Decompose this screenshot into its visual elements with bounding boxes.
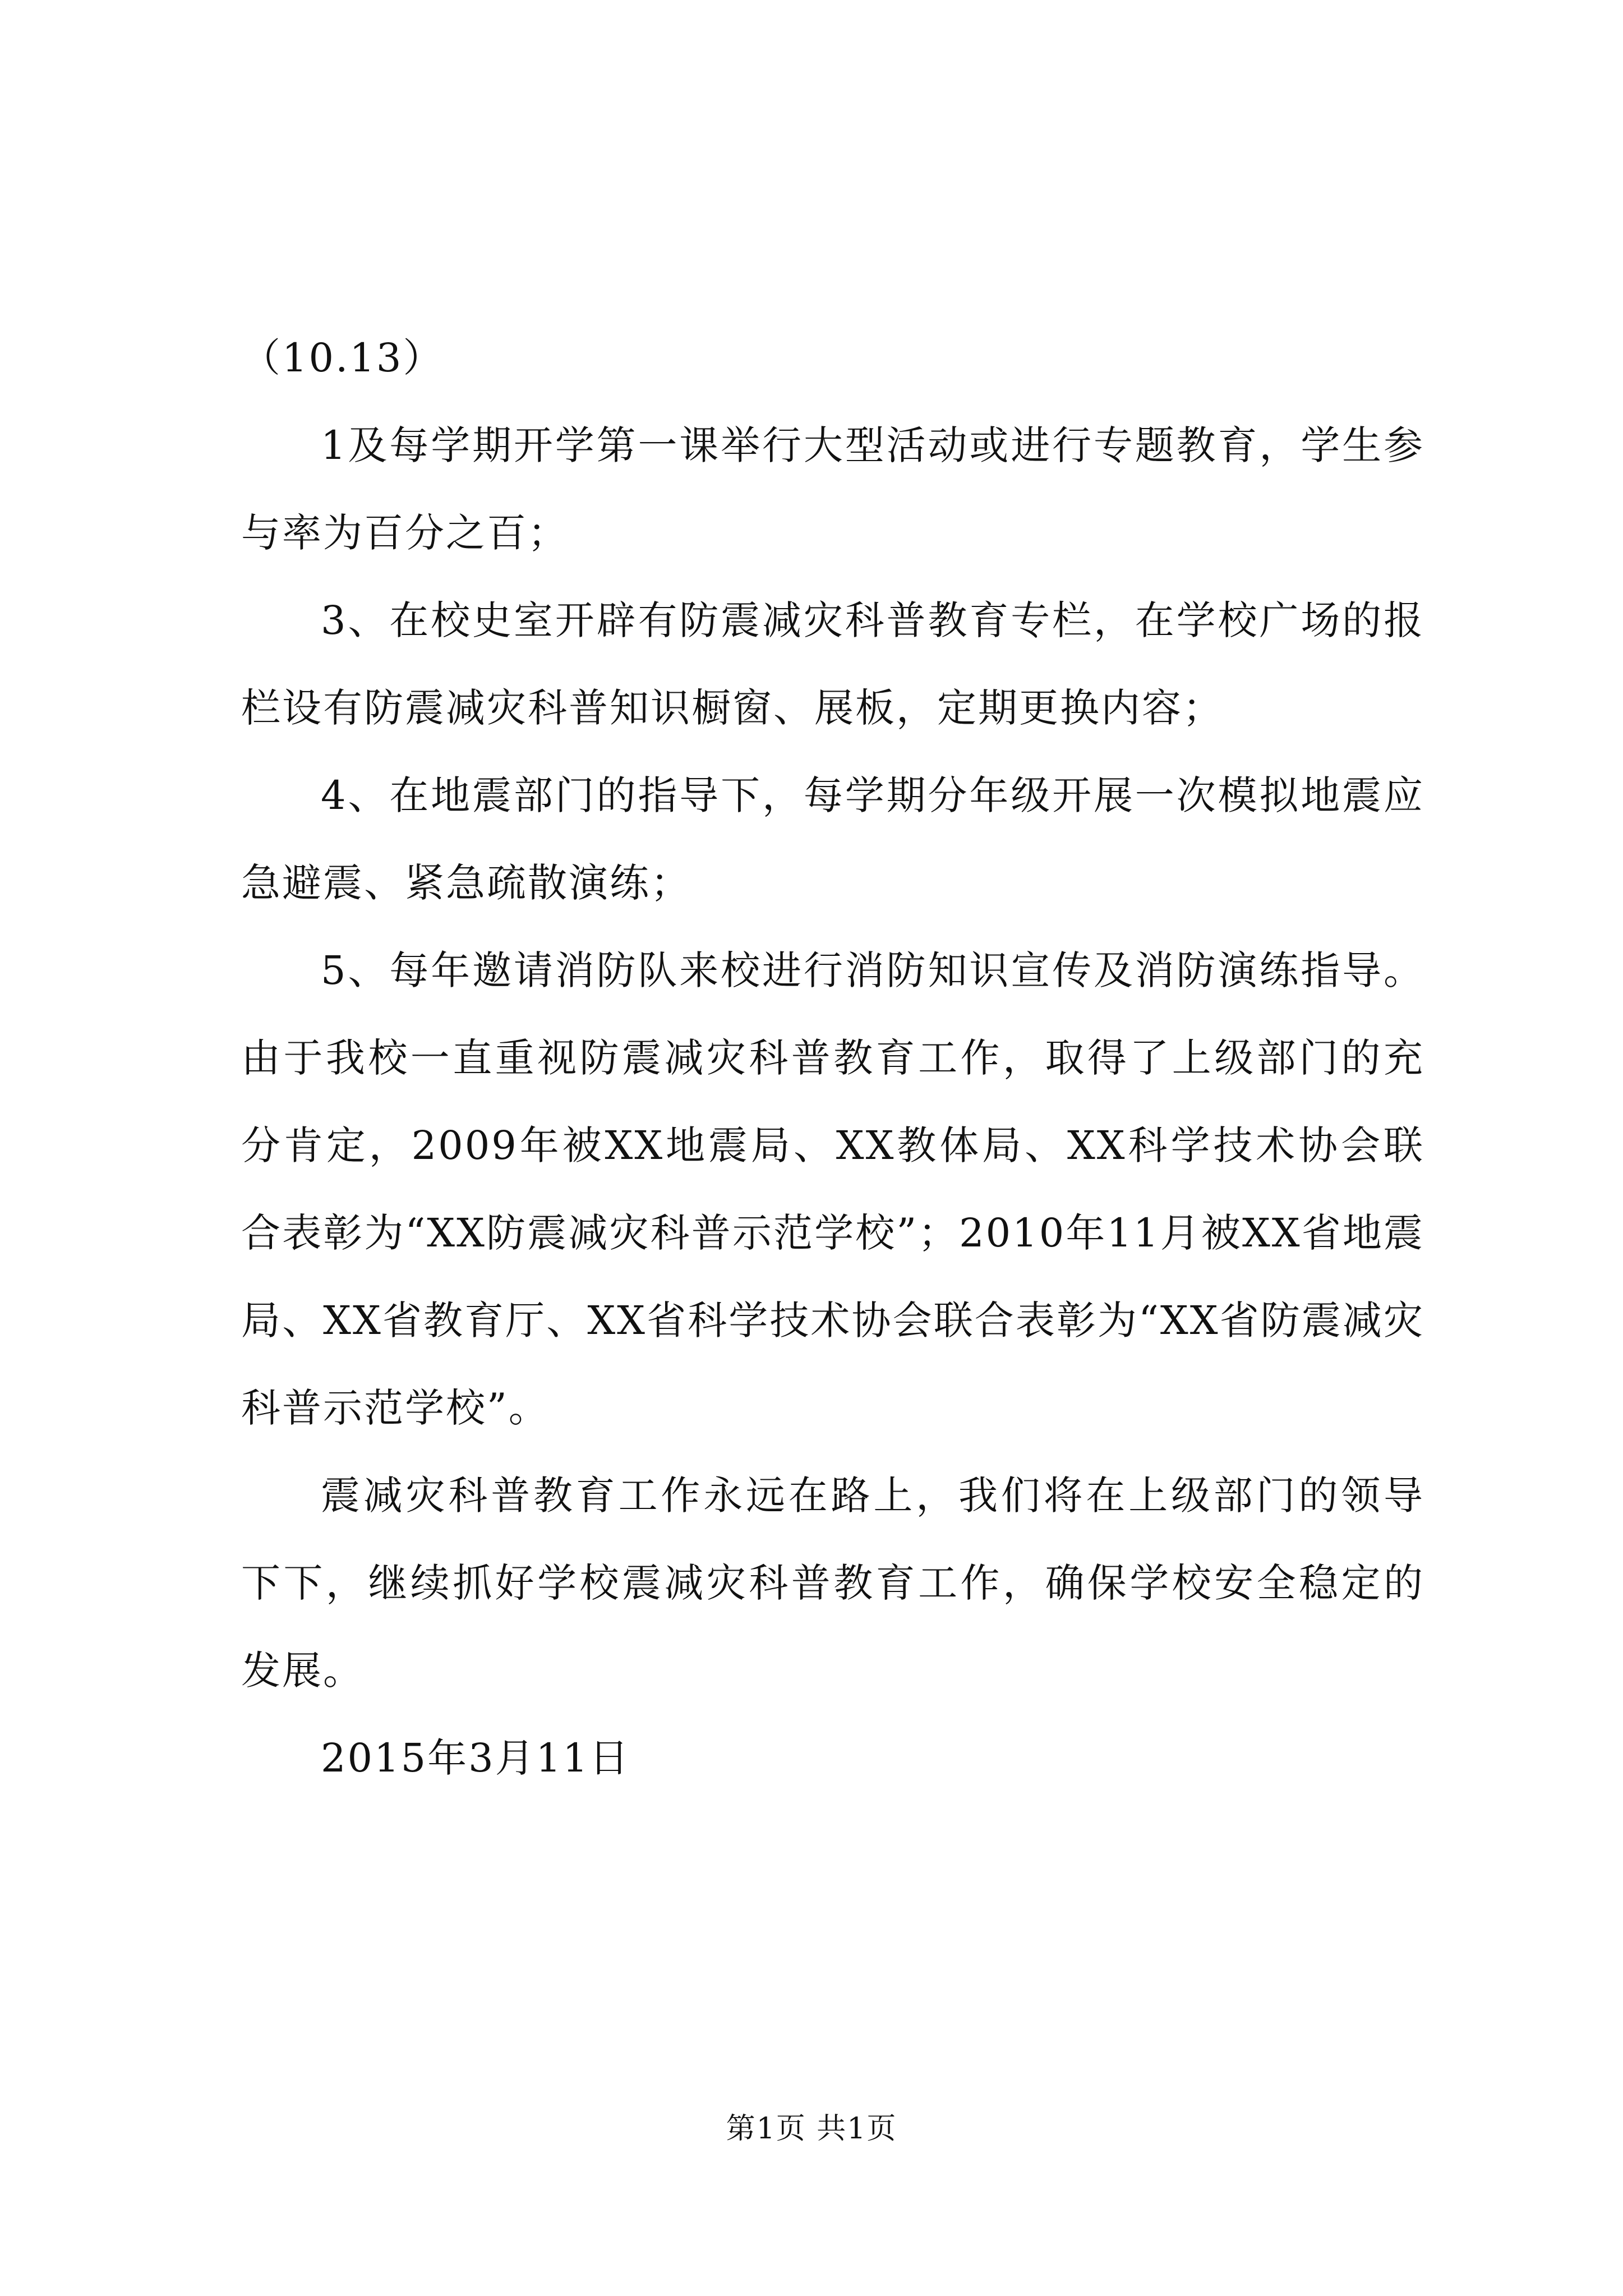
- page-number-label: 第1页 共1页: [726, 2112, 897, 2146]
- page-footer: [0, 2109, 1623, 2148]
- paragraph-item-1: 1及每学期开学第一课举行大型活动或进行专题教育，学生参与率为百分之百；: [241, 422, 1424, 556]
- paragraph-item-3: 3、在校史室开辟有防震减灾科普教育专栏，在学校广场的报栏设有防震减灾科普知识橱窗、展板，定期更换内容；: [241, 597, 1424, 731]
- paragraph-item-5: 5、每年邀请消防队来校进行消防知识宣传及消防演练指导。由于我校一直重视防震减灾科普教育工作，取得了上级部门的充分肯定，2009年被XX地震局、XX教体局、XX科学技术协会联合表彰为“XX防震减灾科普示范学校”；2010年11月被XX省地震局、XX省教育厅、XX省科学技术协会联合表彰为“XX省防震减灾科普示范学校”。: [241, 947, 1424, 1431]
- paragraph-item-4: 4、在地震部门的指导下，每学期分年级开展一次模拟地震应急避震、紧急疏散演练；: [241, 772, 1424, 906]
- document-date: 2015年3月11日: [321, 1735, 630, 1781]
- document-body: [241, 314, 1424, 1802]
- section-number: （10.13）: [241, 335, 444, 381]
- paragraph-conclusion: 震减灾科普教育工作永远在路上，我们将在上级部门的领导下下，继续抓好学校震减灾科普教育工作，确保学校安全稳定的发展。: [241, 1473, 1424, 1694]
